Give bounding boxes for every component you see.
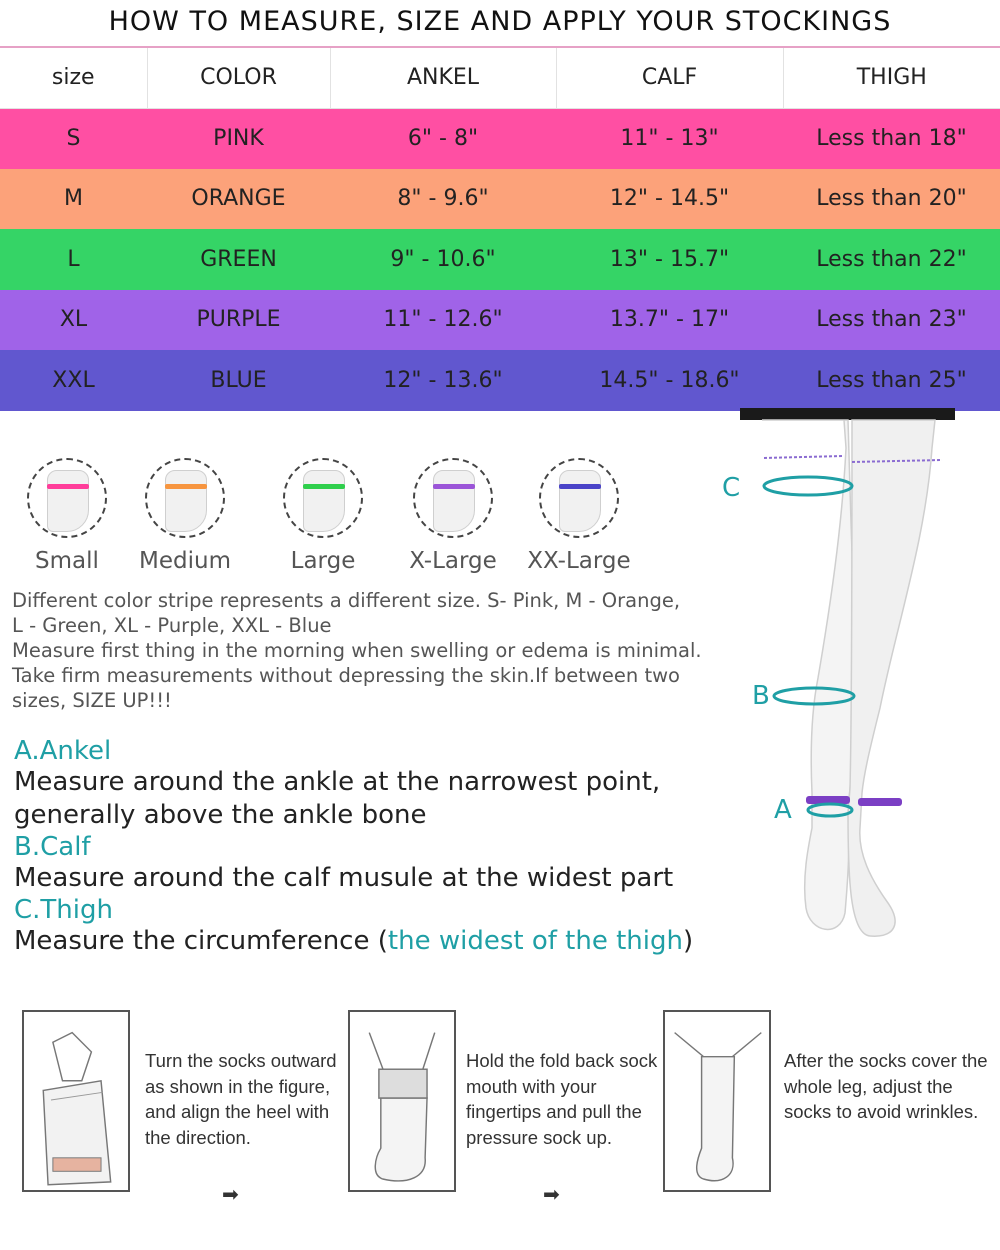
- table-row: [0, 108, 1000, 169]
- table-row: [0, 290, 1000, 351]
- application-steps: [0, 1000, 1000, 1250]
- stocking-top-icon: [27, 458, 107, 538]
- label-c: C: [722, 473, 741, 503]
- table-cell-color: PURPLE: [196, 307, 281, 333]
- right-ankle-band: [858, 798, 902, 806]
- table-cell-calf: 13.7" - 17": [609, 307, 730, 333]
- table-cell-thigh: Less than 20": [816, 186, 967, 212]
- header-ankle: ANKEL: [330, 48, 556, 108]
- arrow-right-icon: ➡: [543, 1182, 560, 1206]
- step2-illustration: [348, 1010, 456, 1192]
- stocking-top-icon: [539, 458, 619, 538]
- size-chart-table: [0, 48, 1000, 411]
- label-a: A: [774, 795, 792, 825]
- step3-line: After the socks cover the whole leg, adjust the socks to avoid wrinkles.: [784, 1050, 988, 1122]
- calf-heading: B.Calf: [14, 832, 91, 862]
- size-stripe-swatches: [12, 458, 652, 583]
- step1-text: [145, 1048, 337, 1150]
- header-calf: CALF: [556, 48, 783, 108]
- table-cell-calf: 11" - 13": [620, 126, 719, 151]
- thigh-measure-ring: [764, 477, 852, 495]
- header-thigh: THIGH: [783, 48, 1000, 108]
- ankle-instruction-cont: generally above the ankle bone: [14, 800, 427, 830]
- table-cell-color: BLUE: [210, 367, 267, 393]
- size-swatch: [130, 458, 240, 574]
- table-cell-calf: 13" - 15.7": [609, 246, 730, 272]
- header-size: size: [0, 48, 147, 108]
- table-cell-ankle: 11" - 12.6": [383, 307, 503, 333]
- table-cell-size: XL: [59, 307, 88, 333]
- table-header-row: [0, 48, 1000, 108]
- description-line: Take firm measurements without depressing the skin.If between two: [12, 664, 680, 687]
- calf-instruction: Measure around the calf musule at the widest part: [14, 863, 674, 893]
- table-cell-size: S: [66, 126, 81, 151]
- left-top-band: [764, 456, 844, 458]
- swatch-label: X-Large: [409, 548, 497, 574]
- table-cell-color: GREEN: [200, 246, 277, 272]
- table-cell-ankle: 12" - 13.6": [383, 367, 503, 393]
- stocking-top-icon: [283, 458, 363, 538]
- measurement-instructions: [14, 736, 734, 958]
- table-cell-size: L: [67, 246, 80, 272]
- shorts-hem: [740, 408, 955, 420]
- description-line: L - Green, XL - Purple, XXL - Blue: [12, 614, 332, 637]
- ankle-instruction: Measure around the ankle at the narrowest point,: [14, 767, 661, 797]
- table-cell-thigh: Less than 25": [816, 367, 967, 393]
- header-color: COLOR: [147, 48, 330, 108]
- thigh-text-post: ): [682, 926, 694, 956]
- thigh-highlight: the widest of the thigh: [387, 926, 683, 956]
- thigh-text-pre: Measure the circumference (: [14, 926, 388, 956]
- table-cell-ankle: 9" - 10.6": [390, 246, 496, 272]
- size-swatch: [398, 458, 508, 574]
- stocking-top-icon: [413, 458, 493, 538]
- description-line: Measure first thing in the morning when swelling or edema is minimal.: [12, 639, 702, 662]
- size-swatch: [268, 458, 378, 574]
- table-row: [0, 350, 1000, 411]
- thigh-heading: C.Thigh: [14, 895, 113, 925]
- size-swatch: [12, 458, 122, 574]
- step3-illustration: [663, 1010, 771, 1192]
- stocking-top-icon: [145, 458, 225, 538]
- description-line: sizes, SIZE UP!!!: [12, 689, 172, 712]
- table-cell-thigh: Less than 18": [816, 126, 967, 151]
- stocking-leg-figure: [720, 408, 1000, 948]
- step1-line: Turn the socks outward as shown in the figure, and align the heel with the direction.: [145, 1050, 337, 1148]
- step1-illustration: [22, 1010, 130, 1192]
- size-swatch: [524, 458, 634, 574]
- swatch-label: Small: [35, 548, 99, 574]
- table-cell-calf: 12" - 14.5": [609, 186, 730, 212]
- table-cell-calf: 14.5" - 18.6": [599, 367, 740, 393]
- table-cell-color: ORANGE: [191, 186, 286, 212]
- table-cell-thigh: Less than 23": [816, 307, 967, 333]
- table-cell-thigh: Less than 22": [816, 246, 967, 272]
- table-row: [0, 229, 1000, 290]
- arrow-right-icon: ➡: [222, 1182, 239, 1206]
- step2-text: [466, 1048, 657, 1150]
- thigh-instruction: [14, 925, 734, 958]
- table-cell-ankle: 6" - 8": [407, 126, 479, 151]
- description-line: Different color stripe represents a different size. S- Pink, M - Orange,: [12, 589, 681, 612]
- step3-text: [784, 1048, 988, 1125]
- ankle-heading: A.Ankel: [14, 736, 112, 766]
- page-title: HOW TO MEASURE, SIZE AND APPLY YOUR STOCKINGS: [108, 6, 892, 37]
- step2-line: Hold the fold back sock mouth with your fingertips and pull the pressure sock up.: [466, 1050, 658, 1148]
- swatch-label: Large: [290, 548, 356, 574]
- size-description: [12, 588, 732, 713]
- right-stocking: [848, 420, 935, 936]
- swatch-label: XX-Large: [527, 548, 631, 574]
- table-cell-size: XXL: [52, 367, 95, 393]
- table-row: [0, 169, 1000, 230]
- table-cell-size: M: [64, 186, 83, 212]
- table-cell-ankle: 8" - 9.6": [397, 186, 489, 212]
- table-cell-color: PINK: [213, 126, 264, 151]
- swatch-label: Medium: [139, 548, 231, 574]
- label-b: B: [752, 681, 770, 711]
